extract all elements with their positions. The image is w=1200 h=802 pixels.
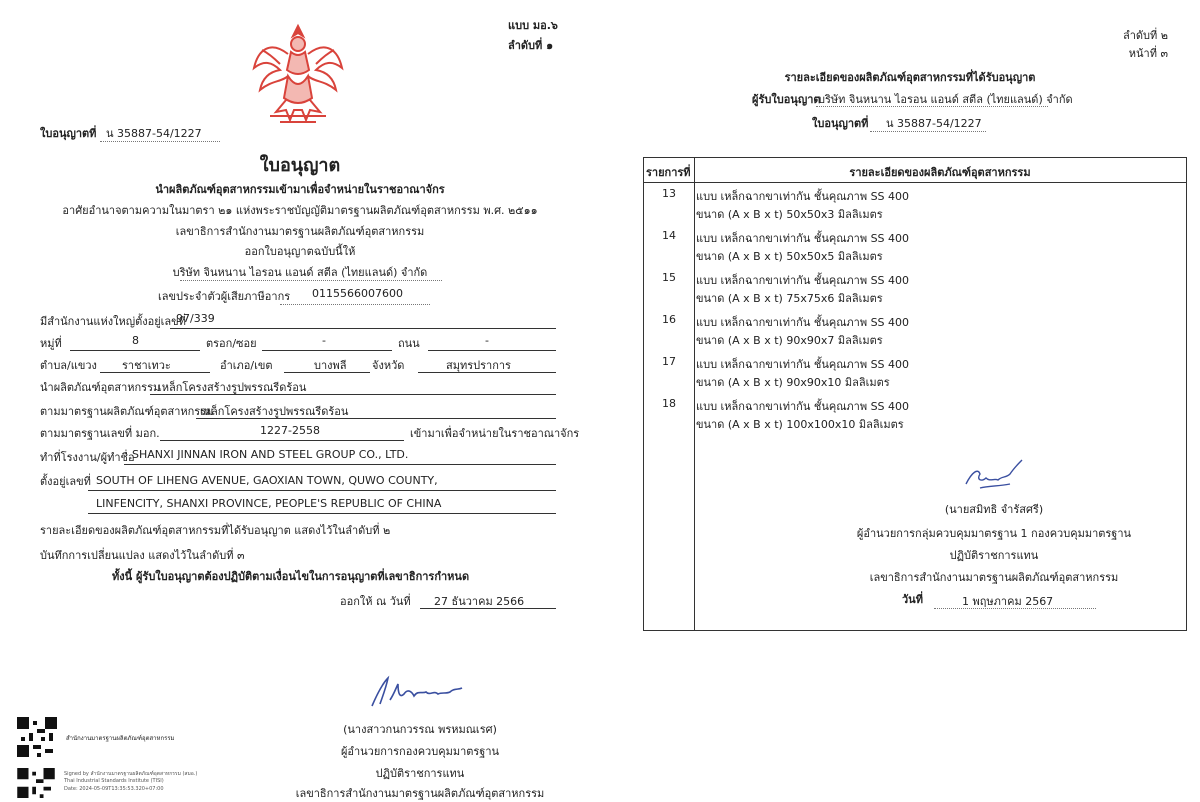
std-no-line bbox=[160, 440, 404, 441]
right-seq: ลำดับที่ ๒ bbox=[1122, 29, 1168, 42]
road-line bbox=[428, 350, 556, 351]
row-size: ขนาด (A x B x t) 50x50x3 มิลลิเมตร bbox=[696, 208, 883, 221]
issued-date: 27 ธันวาคม 2566 bbox=[434, 595, 525, 608]
hq-label: มีสำนักงานแห่งใหญ่ตั้งอยู่เลขที่ bbox=[40, 315, 186, 328]
factory-value: SHANXI JINNAN IRON AND STEEL GROUP CO., LTD. bbox=[132, 448, 409, 461]
province-value: สมุทรปราการ bbox=[446, 359, 511, 372]
change-note: บันทึกการเปลี่ยนแปลง แสดงไว้ในลำดับที่ ๓ bbox=[40, 549, 245, 562]
qr-code-icon bbox=[17, 717, 57, 757]
table-header-divider bbox=[644, 182, 1186, 183]
row-type: แบบ เหล็กฉากขาเท่ากัน ชั้นคุณภาพ SS 400 bbox=[696, 232, 910, 245]
road-value: - bbox=[485, 334, 489, 347]
tambon-label: ตำบล/แขวง bbox=[40, 359, 97, 372]
doc-subtitle: นำผลิตภัณฑ์อุตสาหกรรมเข้ามาเพื่อจำหน่ายในราชอาณาจักร bbox=[155, 183, 445, 196]
table-row bbox=[644, 227, 1184, 267]
sig-meta-2: Thai Industrial Standards Institute (TISI) bbox=[64, 778, 164, 784]
issued-label: ออกให้ ณ วันที่ bbox=[340, 595, 411, 608]
license-no-line bbox=[100, 141, 220, 142]
right-date-line bbox=[934, 608, 1096, 609]
secretary-text: เลขาธิการสำนักงานมาตรฐานผลิตภัณฑ์อุตสาหกรรม bbox=[175, 225, 425, 238]
right-signer-pos3: เลขาธิการสำนักงานมาตรฐานผลิตภัณฑ์อุตสาหกรรม bbox=[869, 571, 1119, 584]
table-row bbox=[644, 353, 1184, 393]
row-type: แบบ เหล็กฉากขาเท่ากัน ชั้นคุณภาพ SS 400 bbox=[696, 190, 910, 203]
moo-line bbox=[70, 350, 200, 351]
row-number: 13 bbox=[662, 187, 676, 200]
license-no-label: ใบอนุญาตที่ bbox=[40, 127, 97, 140]
tambon-line bbox=[100, 372, 210, 373]
row-type: แบบ เหล็กฉากขาเท่ากัน ชั้นคุณภาพ SS 400 bbox=[696, 400, 910, 413]
row-number: 15 bbox=[662, 271, 676, 284]
soi-label: ตรอก/ซอย bbox=[206, 337, 257, 350]
form-code: แบบ มอ.๖ bbox=[508, 19, 558, 32]
license-no: น 35887-54/1227 bbox=[106, 127, 202, 140]
address-rule2 bbox=[88, 513, 556, 514]
soi-line bbox=[262, 350, 392, 351]
factory-line bbox=[124, 464, 556, 465]
moo-label: หมู่ที่ bbox=[40, 337, 62, 350]
standard-label: ตามมาตรฐานผลิตภัณฑ์อุตสาหกรรม bbox=[40, 405, 214, 418]
import-text: เข้ามาเพื่อจำหน่ายในราชอาณาจักร bbox=[410, 427, 580, 440]
holder-name: บริษัท จินหนาน ไอรอน แอนด์ สตีล (ไทยแลนด์) จำกัด bbox=[818, 93, 1073, 106]
moo-value: 8 bbox=[132, 334, 139, 347]
address-line2: LINFENCITY, SHANXI PROVINCE, PEOPLE'S REPUBLIC OF CHINA bbox=[96, 497, 442, 510]
amphoe-value: บางพลี bbox=[314, 359, 347, 372]
product-line bbox=[150, 394, 556, 395]
col-item-header: รายการที่ bbox=[646, 166, 691, 179]
table-row bbox=[644, 395, 1184, 435]
holder-label: ผู้รับใบอนุญาต bbox=[752, 93, 821, 106]
detail-note: รายละเอียดของผลิตภัณฑ์อุตสาหกรรมที่ได้รับอนุญาต แสดงไว้ในลำดับที่ ๒ bbox=[40, 524, 391, 537]
sig-meta-1: Signed by สำนักงานมาตรฐานผลิตภัณฑ์อุตสาหกรรม (สมอ.) bbox=[64, 771, 198, 777]
table-row bbox=[644, 269, 1184, 309]
province-line bbox=[418, 372, 556, 373]
hq-line bbox=[170, 328, 556, 329]
left-signer-pos2: ปฏิบัติราชการแทน bbox=[375, 767, 465, 780]
right-date: 1 พฤษภาคม 2567 bbox=[962, 595, 1054, 608]
row-number: 14 bbox=[662, 229, 676, 242]
right-license-label: ใบอนุญาตที่ bbox=[812, 117, 869, 130]
right-signer-pos1: ผู้อำนวยการกลุ่มควบคุมมาตรฐาน 1 กองควบคุมมาตรฐาน bbox=[856, 527, 1132, 540]
address-label: ตั้งอยู่เลขที่ bbox=[40, 475, 91, 488]
condition-text: ทั้งนี้ ผู้รับใบอนุญาตต้องปฏิบัติตามเงื่อนไขในการอนุญาตที่เลขาธิการกำหนด bbox=[112, 570, 470, 583]
right-signer-pos2: ปฏิบัติราชการแทน bbox=[949, 549, 1039, 562]
row-size: ขนาด (A x B x t) 100x100x10 มิลลิเมตร bbox=[696, 418, 904, 431]
right-license-no: น 35887-54/1227 bbox=[886, 117, 982, 130]
row-type: แบบ เหล็กฉากขาเท่ากัน ชั้นคุณภาพ SS 400 bbox=[696, 358, 910, 371]
col-detail-header: รายละเอียดของผลิตภัณฑ์อุตสาหกรรม bbox=[849, 166, 1031, 179]
amphoe-label: อำเภอ/เขต bbox=[220, 359, 273, 372]
holder-line bbox=[816, 106, 1048, 107]
right-page-no: หน้าที่ ๓ bbox=[1128, 47, 1168, 60]
left-signer-pos3: เลขาธิการสำนักงานมาตรฐานผลิตภัณฑ์อุตสาหกรรม bbox=[295, 787, 545, 800]
hq-no: 97/339 bbox=[176, 312, 215, 325]
tax-no: 0115566007600 bbox=[312, 287, 403, 300]
address-line1: SOUTH OF LIHENG AVENUE, GAOXIAN TOWN, QUWO COUNTY, bbox=[96, 474, 438, 487]
signature-qr-icon bbox=[17, 768, 55, 798]
company-name: บริษัท จินหนาน ไอรอน แอนด์ สตีล (ไทยแลนด์) จำกัด bbox=[172, 266, 428, 279]
row-size: ขนาด (A x B x t) 50x50x5 มิลลิเมตร bbox=[696, 250, 883, 263]
row-number: 16 bbox=[662, 313, 676, 326]
right-signer-name: (นายสมิทธิ จำรัสศรี) bbox=[944, 503, 1044, 516]
soi-value: - bbox=[322, 334, 326, 347]
factory-label: ทำที่โรงงาน/ผู้ทำชื่อ bbox=[40, 451, 135, 464]
row-size: ขนาด (A x B x t) 75x75x6 มิลลิเมตร bbox=[696, 292, 883, 305]
tax-line bbox=[280, 304, 430, 305]
row-number: 17 bbox=[662, 355, 676, 368]
product-value: เหล็กโครงสร้างรูปพรรณรีดร้อน bbox=[158, 381, 307, 394]
sequence-number: ลำดับที่ ๑ bbox=[508, 39, 554, 52]
std-no-value: 1227-2558 bbox=[260, 424, 320, 437]
standard-value: เหล็กโครงสร้างรูปพรรณรีดร้อน bbox=[200, 405, 349, 418]
standard-line bbox=[196, 418, 556, 419]
product-detail-table bbox=[643, 157, 1187, 631]
std-no-label: ตามมาตรฐานเลขที่ มอก. bbox=[40, 427, 160, 440]
row-size: ขนาด (A x B x t) 90x90x10 มิลลิเมตร bbox=[696, 376, 890, 389]
tax-label: เลขประจำตัวผู้เสียภาษีอากร bbox=[158, 290, 291, 303]
right-heading: รายละเอียดของผลิตภัณฑ์อุตสาหกรรมที่ได้รับอนุญาต bbox=[784, 71, 1036, 84]
province-label: จังหวัด bbox=[372, 359, 405, 372]
left-signer-pos1: ผู้อำนวยการกองควบคุมมาตรฐาน bbox=[340, 745, 500, 758]
row-size: ขนาด (A x B x t) 90x90x7 มิลลิเมตร bbox=[696, 334, 883, 347]
garuda-emblem bbox=[250, 20, 346, 126]
signature-left bbox=[368, 672, 478, 712]
road-label: ถนน bbox=[398, 337, 420, 350]
row-type: แบบ เหล็กฉากขาเท่ากัน ชั้นคุณภาพ SS 400 bbox=[696, 316, 910, 329]
sig-meta-3: Date: 2024-05-09T13:35:53.320+07:00 bbox=[64, 786, 164, 792]
qr-caption: สำนักงานมาตรฐานผลิตภัณฑ์อุตสาหกรรม bbox=[66, 735, 175, 742]
right-date-label: วันที่ bbox=[902, 593, 923, 606]
row-type: แบบ เหล็กฉากขาเท่ากัน ชั้นคุณภาพ SS 400 bbox=[696, 274, 910, 287]
tambon-value: ราชาเทวะ bbox=[122, 359, 171, 372]
table-row bbox=[644, 311, 1184, 351]
left-signer-name: (นางสาวกนกวรรณ พรหมณเรศ) bbox=[343, 723, 497, 736]
row-number: 18 bbox=[662, 397, 676, 410]
authority-text: อาศัยอำนาจตามความในมาตรา ๒๑ แห่งพระราชบัญญัติมาตรฐานผลิตภัณฑ์อุตสาหกรรม พ.ศ. ๒๕๑๑ bbox=[62, 204, 538, 217]
issue-to-text: ออกใบอนุญาตฉบับนี้ให้ bbox=[244, 245, 356, 258]
amphoe-line bbox=[284, 372, 370, 373]
address-rule1 bbox=[88, 490, 556, 491]
doc-title: ใบอนุญาต bbox=[259, 155, 341, 176]
signature-right bbox=[960, 458, 1030, 492]
company-line bbox=[180, 280, 442, 281]
product-label: นำผลิตภัณฑ์อุตสาหกรรม bbox=[40, 381, 161, 394]
issued-line bbox=[420, 608, 556, 609]
right-license-line bbox=[870, 131, 986, 132]
table-row bbox=[644, 185, 1184, 225]
